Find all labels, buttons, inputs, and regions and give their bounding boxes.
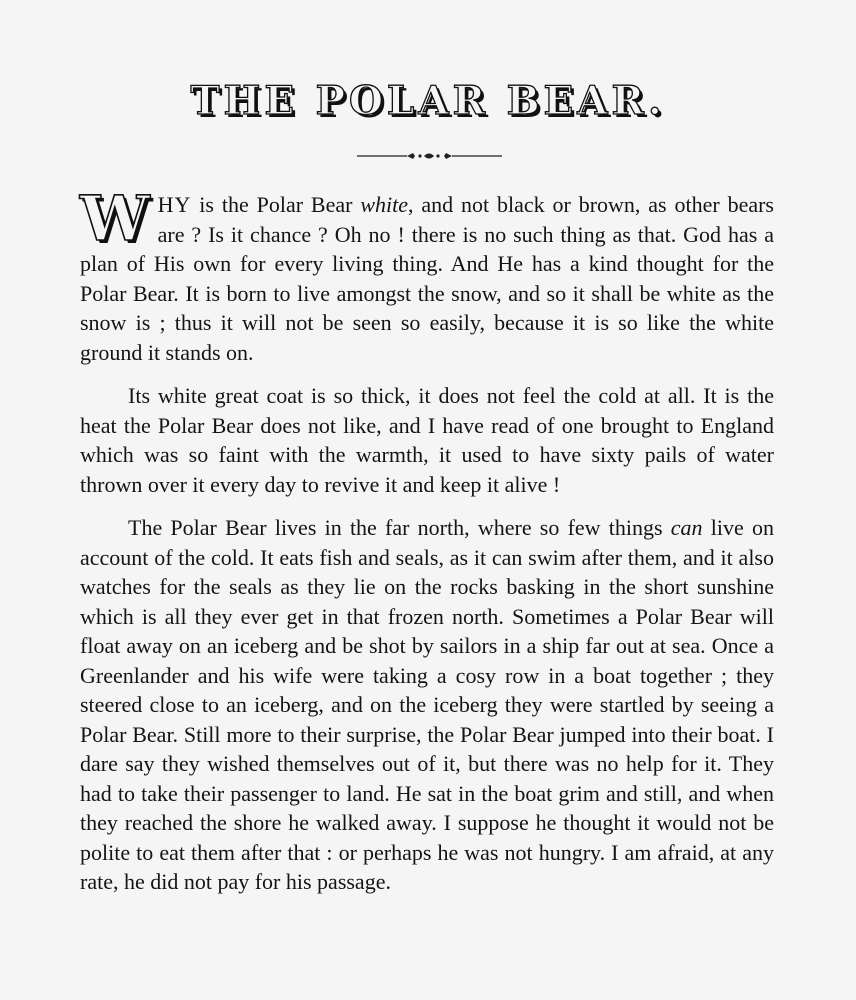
page-title: THE POLAR BEAR. — [190, 78, 666, 124]
paragraph-1 — [80, 182, 774, 367]
drop-cap-letter: W — [80, 182, 150, 255]
paragraph-1-lead: HY — [157, 192, 192, 217]
paragraph-3 — [80, 513, 774, 897]
body-text — [80, 182, 774, 897]
paragraph-2: Its white great coat is so thick, it does not feel the cold at all. It is the heat the Polar Bear does not like, and I have read of one brought to England which was so faint with the warmth, it used to have sixty pails of water thrown over it every day to revive it and keep it alive ! — [80, 383, 774, 497]
title-ornament-divider — [357, 148, 502, 164]
paragraph-1-text-a: is the Polar Bear — [191, 192, 361, 217]
emphasis-can: can — [670, 515, 703, 540]
paragraph-3-text-b: live on account of the cold. It eats fish and seals, as it can swim after them, and it also watches for the seals as they lie on the rocks basking in the short sunshine which is all they ever get in that frozen north. Sometimes a Polar Bear will float away on an iceberg and be shot by sailors in a ship far out at sea. Once a Greenlander and his wife were taking a cosy row in a boat together ; they steered close to an iceberg, and on the iceberg they were startled by seeing a Polar Bear. Still more to their surprise, the Polar Bear jumped into their boat. I dare say they wished themselves out of it, but there was no help for it. They had to take their passenger to land. He sat in the boat grim and still, and when they reached the shore he walked away. I suppose he thought it would not be polite to eat them after that : or perhaps he was not hungry. I am afraid, at any rate, he did not pay for his passage. — [80, 515, 774, 894]
paragraph-3-text-a: The Polar Bear lives in the far north, where so few things — [128, 515, 671, 540]
emphasis-white: white — [360, 192, 408, 217]
paragraph-1-text-b: , and not black or brown, as other bears are ? Is it chance ? Oh no ! there is no such thing as that. God has a plan of His own for every living thing. And He has a kind thought for the Polar Bear. It is born to live amongst the snow, and so it shall be white as the snow is ; thus it will not be seen so easily, because it is so like the white ground it stands on. — [80, 192, 774, 365]
